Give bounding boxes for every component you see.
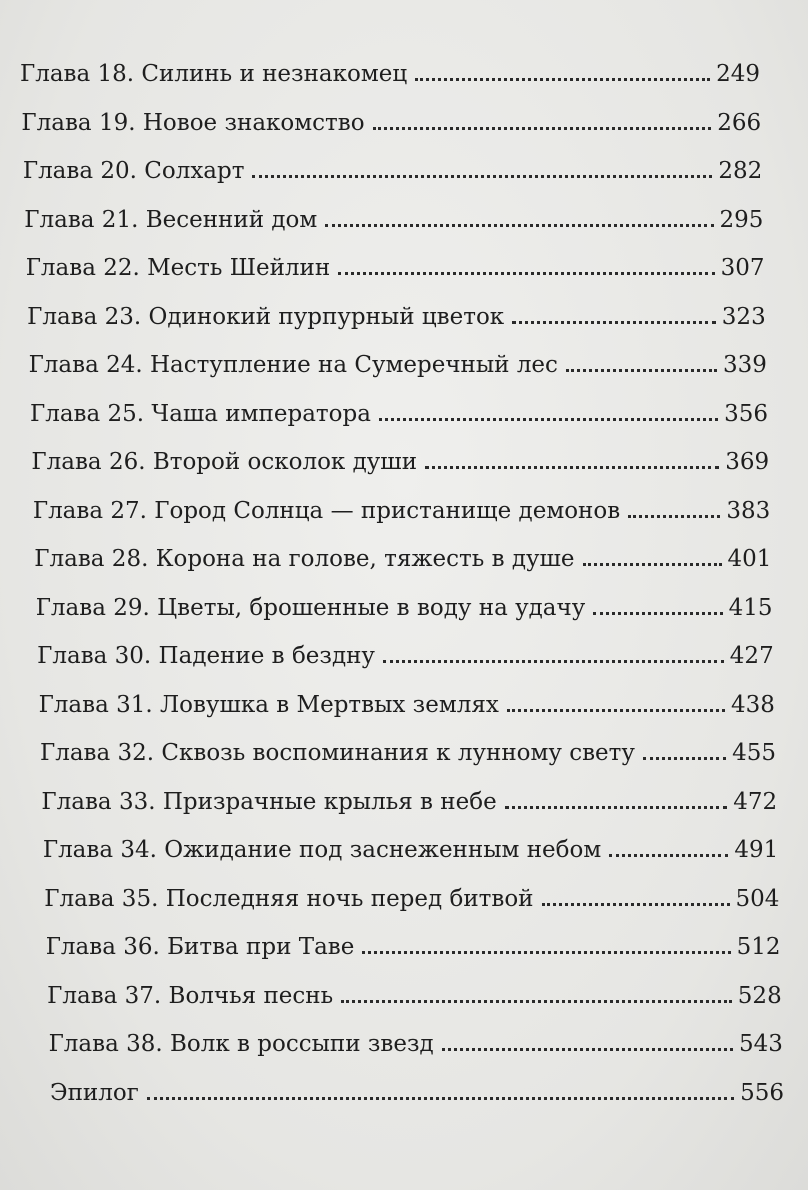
toc-entry-page-number: 282	[718, 158, 763, 184]
toc-entry-title: Глава 32. Сквозь воспоминания к лунному свету	[40, 740, 635, 766]
toc-entry	[23, 143, 762, 183]
dot-leader	[583, 563, 722, 566]
dot-leader	[609, 854, 728, 857]
toc-entry-title: Глава 34. Ожидание под заснеженным небом	[42, 837, 602, 863]
dot-leader	[383, 660, 724, 663]
toc-entry	[40, 725, 776, 765]
toc-entry-page-number: 295	[719, 206, 764, 233]
toc-entry-page-number: 504	[735, 885, 780, 912]
toc-entry-page-number: 369	[725, 449, 770, 475]
toc-entry-page-number: 266	[717, 109, 762, 136]
dot-leader	[628, 515, 720, 518]
dot-leader	[512, 321, 716, 324]
toc-entry-title: Глава 35. Последняя ночь перед битвой	[44, 885, 534, 912]
toc-entry-page-number: 438	[730, 691, 775, 718]
toc-entry	[20, 46, 760, 86]
toc-entry-title: Глава 30. Падение в бездну	[37, 643, 375, 669]
toc-entry-page-number: 472	[733, 788, 778, 815]
toc-entry-title: Глава 19. Новое знакомство	[21, 109, 365, 136]
toc-entry-title: Глава 38. Волк в россыпи звезд	[48, 1031, 434, 1057]
toc-entry-title: Глава 22. Месть Шейлин	[25, 255, 331, 281]
toc-entry-page-number: 543	[738, 1031, 783, 1057]
toc-entry	[37, 628, 774, 668]
toc-entry	[33, 483, 770, 523]
toc-entry-page-number: 323	[721, 303, 766, 330]
toc-entry-title: Глава 29. Цветы, брошенные в воду на удачу	[35, 594, 586, 621]
dot-leader	[505, 806, 728, 809]
toc-entry	[21, 95, 761, 135]
toc-entry-title: Глава 27. Город Солнца — пристанище демонов	[32, 497, 621, 524]
dot-leader	[147, 1097, 734, 1100]
toc-entry	[44, 871, 779, 911]
dot-leader	[566, 369, 717, 372]
toc-entry-title: Эпилог	[50, 1079, 139, 1106]
toc-entry	[31, 434, 769, 474]
toc-entry-page-number: 249	[716, 61, 760, 87]
toc-entry-page-number: 528	[737, 982, 782, 1009]
toc-entry-title: Глава 21. Весенний дом	[24, 206, 318, 233]
toc-entry	[47, 968, 782, 1008]
toc-entry-page-number: 491	[734, 837, 779, 863]
toc-entry-page-number: 455	[732, 740, 776, 766]
toc-entry	[43, 822, 778, 862]
toc-entry-page-number: 383	[726, 497, 771, 524]
dot-leader	[338, 272, 714, 275]
dot-leader	[442, 1048, 733, 1051]
dot-leader	[325, 224, 713, 227]
toc-entry-title: Глава 28. Корона на голове, тяжесть в душе	[34, 546, 575, 572]
dot-leader	[643, 757, 726, 760]
toc-entry-title: Глава 36. Битва при Таве	[45, 934, 355, 960]
toc-entry-page-number: 512	[736, 934, 781, 960]
toc-entry	[41, 774, 777, 814]
dot-leader	[415, 78, 710, 81]
toc-entry-title: Глава 20. Солхарт	[22, 158, 245, 184]
dot-leader	[507, 709, 725, 712]
dot-leader	[373, 127, 712, 130]
toc-entry	[49, 1016, 783, 1056]
toc-entry-title: Глава 25. Чаша императора	[30, 400, 371, 427]
toc-entry-title: Глава 18. Силинь и незнакомец	[20, 61, 408, 87]
dot-leader	[341, 1000, 732, 1003]
dot-leader	[425, 466, 719, 469]
toc-entry	[27, 289, 766, 329]
toc-entry-title: Глава 24. Наступление на Сумеречный лес	[28, 352, 558, 378]
dot-leader	[252, 175, 712, 178]
toc-entry	[29, 337, 767, 377]
toc-entry-title: Глава 37. Волчья песнь	[47, 982, 334, 1009]
dot-leader	[379, 418, 718, 421]
toc-entry	[39, 677, 775, 717]
toc-entry-page-number: 307	[720, 255, 765, 281]
toc-entry	[46, 919, 781, 959]
toc-entry	[26, 240, 765, 280]
dot-leader	[542, 903, 730, 906]
toc-entry-page-number: 401	[727, 546, 772, 572]
toc-entry-page-number: 415	[728, 594, 773, 621]
toc-entry-page-number: 356	[724, 400, 768, 427]
toc-entry-title: Глава 23. Одинокий пурпурный цветок	[27, 303, 505, 330]
toc-entry-page-number: 556	[740, 1079, 784, 1106]
toc-entry-page-number: 427	[729, 643, 774, 669]
toc-entry-title: Глава 33. Призрачные крылья в небе	[41, 788, 497, 815]
toc-entry	[34, 531, 771, 571]
toc-entry-page-number: 339	[722, 352, 767, 378]
toc-entry	[50, 1065, 784, 1105]
toc-entry	[24, 192, 763, 232]
toc-entry	[36, 580, 773, 620]
dot-leader	[362, 951, 730, 954]
dot-leader	[593, 612, 722, 615]
toc-entry-title: Глава 31. Ловушка в Мертвых землях	[38, 691, 499, 718]
toc-entry	[30, 386, 768, 426]
toc-entry-title: Глава 26. Второй осколок души	[31, 449, 418, 475]
